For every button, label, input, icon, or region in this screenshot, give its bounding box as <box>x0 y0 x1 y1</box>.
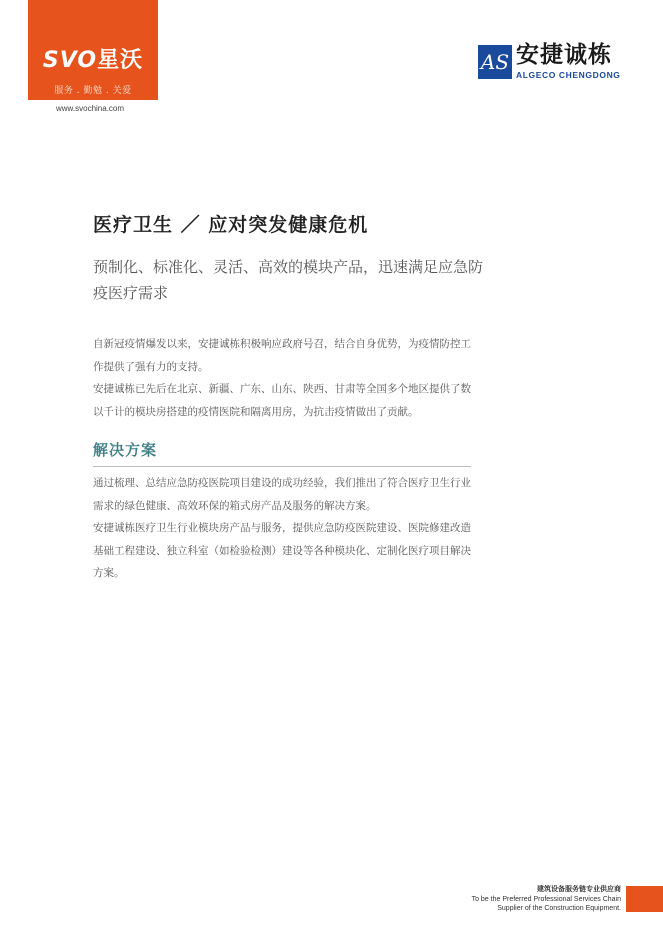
page-subtitle: 预制化、标准化、灵活、高效的模块产品，迅速满足应急防疫医疗需求 <box>93 258 484 302</box>
brand-tagline: 服务 . 勤勉 . 关爱 <box>54 86 132 96</box>
footer-accent-bar <box>626 886 663 912</box>
solution-paragraph: 安捷诚栋医疗卫生行业模块房产品与服务，提供应急防疫医院建设、医院修建改造基础工程建设、独立科室（如检验检测）建设等各种模块化、定制化医疗项目解决方案。 <box>93 522 471 579</box>
svo-logo: SVO星沃 <box>42 48 144 73</box>
partner-name-cn: 安捷诚栋 <box>516 42 612 68</box>
solution-paragraph: 通过梳理、总结应急防疫医院项目建设的成功经验，我们推出了符合医疗卫生行业需求的绿色健康、高效环保的箱式房产品及服务的解决方案。 <box>93 477 471 512</box>
intro-paragraph: 自新冠疫情爆发以来，安捷诚栋积极响应政府号召，结合自身优势，为疫情防控工作提供了强有力的支持。 <box>93 338 471 373</box>
page-title: 医疗卫生 ／ 应对突发健康危机 <box>93 214 369 236</box>
footer-slogan-en-2: Supplier of the Construction Equipment. <box>497 905 621 912</box>
section-heading: 解决方案 <box>93 441 158 459</box>
algeco-logo-icon: AS <box>478 45 512 79</box>
brand-url[interactable]: www.svochina.com <box>56 104 125 113</box>
section-divider <box>93 466 471 467</box>
footer-slogan-cn: 建筑设备服务链专业供应商 <box>537 885 621 893</box>
brand-block <box>28 0 158 100</box>
intro-paragraph: 安捷诚栋已先后在北京、新疆、广东、山东、陕西、甘肃等全国多个地区提供了数以千计的模块房搭建的疫情医院和隔离用房，为抗击疫情做出了贡献。 <box>93 383 471 418</box>
partner-name-en: ALGECO CHENGDONG <box>516 70 621 80</box>
footer-slogan-en-1: To be the Preferred Professional Services Chain <box>471 895 621 903</box>
footer-slogan <box>472 885 621 914</box>
